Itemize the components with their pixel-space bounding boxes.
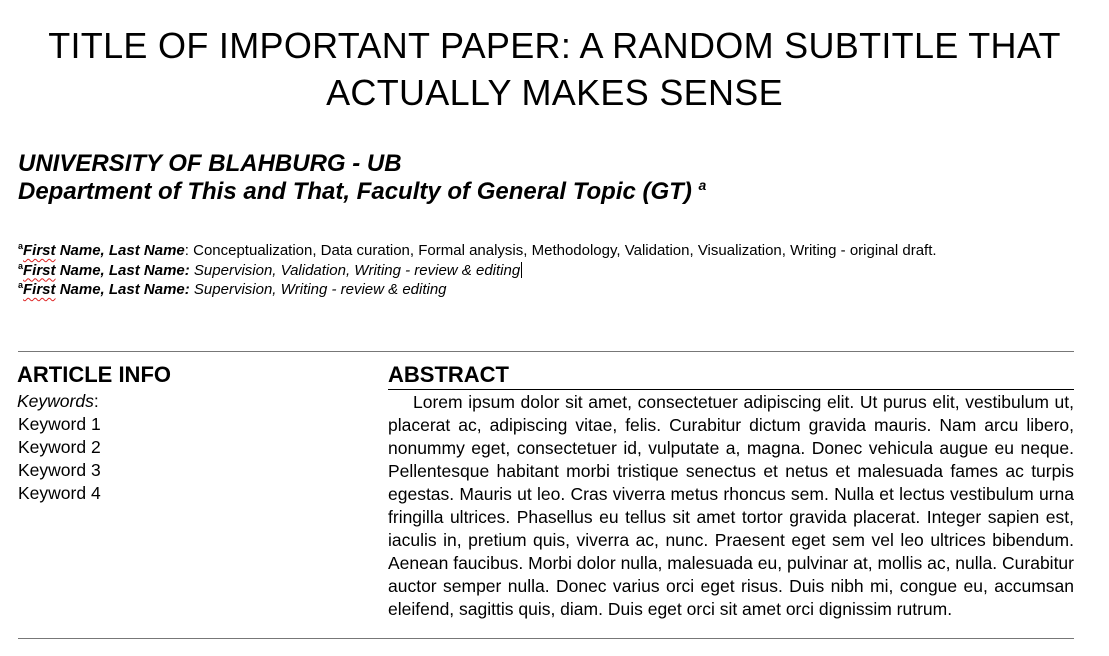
abstract-heading: ABSTRACT [388,361,1074,390]
keyword-item: Keyword 2 [18,437,101,457]
article-info-heading: ARTICLE INFO [17,362,171,387]
department-name: Department of This and That, Faculty of General Topic (GT) [18,178,692,205]
paper-title-line-2: ACTUALLY MAKES SENSE [326,72,783,113]
contributor-list[interactable] [18,241,1098,300]
paper-title [0,22,1109,116]
contributor-last-name: Name, Last Name [55,242,185,259]
divider-top [18,351,1074,352]
abstract-section [388,361,1074,621]
contributor-row [18,261,1098,281]
contributor-row [18,241,1098,261]
contributor-marker: a [18,241,24,251]
text-cursor [521,262,522,278]
contributor-last-name: Name, Last Name: [55,261,190,279]
keywords-label-colon: : [93,391,99,411]
keywords-label [17,390,347,413]
contributor-roles: Supervision, Writing - review & editing [189,281,447,298]
contributor-separator: : [184,242,189,259]
contributor-marker: a [18,260,24,271]
contributor-row [18,280,1098,300]
divider-bottom [18,638,1074,639]
keywords-label-text: Keywords [17,391,94,411]
contributor-marker: a [18,280,24,290]
article-info-section [17,361,347,505]
contributor-roles: Conceptualization, Data curation, Formal analysis, Methodology, Validation, Visualization, Writing - original draft. [188,242,937,259]
paper-title-line-1: TITLE OF IMPORTANT PAPER: A RANDOM SUBTITLE THAT [48,25,1061,66]
contributor-first-name: First [23,242,56,259]
keyword-item: Keyword 3 [18,460,101,480]
contributor-roles: Supervision, Validation, Writing - review & editing [189,261,521,279]
contributor-name [23,262,190,279]
contributor-name [23,281,190,298]
contributor-last-name: Name, Last Name: [55,281,190,298]
contributor-first-name: First [23,261,56,279]
department-name-line [18,178,1078,206]
university-name: UNIVERSITY OF BLAHBURG - UB [18,150,402,177]
keyword-item: Keyword 1 [18,414,101,434]
keyword-item: Keyword 4 [18,483,101,503]
contributor-name [23,242,185,259]
abstract-text: Lorem ipsum dolor sit amet, consectetuer adipiscing elit. Ut purus elit, vestibulum ut, placerat ac, adipiscing vitae, felis. Curabitur dictum gravida mauris. Nam arcu libero, nonummy eget, consectetuer id, vulputate a, magna. Donec vehicula augue eu neque. Pellentesque habitant morbi tristique senectus et netus et malesuada fames ac turpis egestas. Mauris ut leo. Cras viverra metus rhoncus sem. Nulla et lectus vestibulum urna fringilla ultrices. Phasellus eu tellus sit amet tortor gravida placerat. Integer sapien est, iaculis in, pretium quis, viverra ac, nunc. Praesent eget sem vel leo ultrices bibendum. Aenean faucibus. Morbi dolor nulla, malesuada eu, pulvinar at, mollis ac, nulla. Curabitur auctor semper nulla. Donec varius orci eget risus. Duis nibh mi, congue eu, accumsan eleifend, sagittis quis, diam. Duis eget orci sit amet orci dignissim rutrum. [388,392,1074,619]
contributor-first-name: First [23,281,56,298]
affiliation-marker: a [698,177,707,193]
affiliation-block [18,150,1078,206]
